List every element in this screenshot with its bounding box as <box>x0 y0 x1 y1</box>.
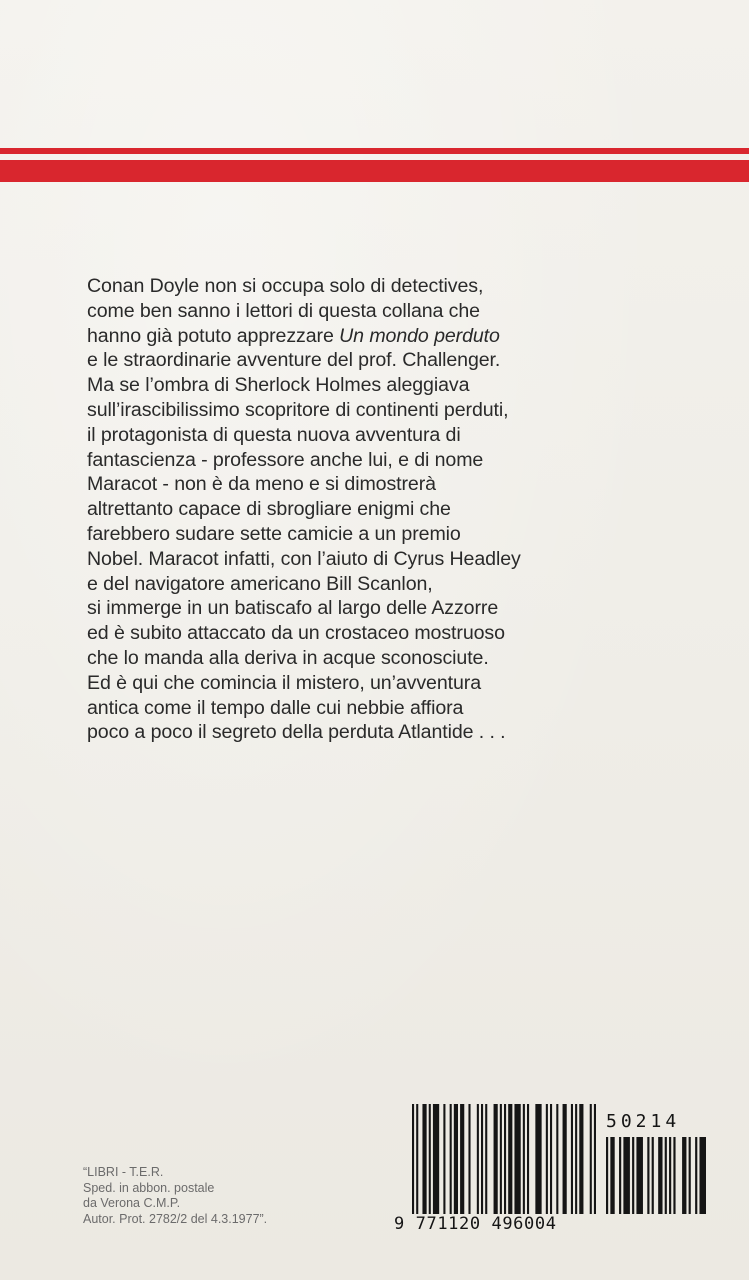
barcode-bar <box>546 1104 548 1214</box>
barcode-bar <box>550 1104 552 1214</box>
barcode-bar <box>422 1104 426 1214</box>
barcode-bar <box>508 1104 512 1214</box>
barcode-bar <box>665 1137 667 1214</box>
blurb-line: poco a poco il segreto della perduta Atlantide . . . <box>87 721 506 744</box>
barcode-bar <box>494 1104 498 1214</box>
blurb-line: Ed è qui che comincia il mistero, un’avventura <box>87 671 482 694</box>
barcode-bar <box>594 1104 596 1214</box>
barcode-bar <box>429 1104 431 1214</box>
blurb-line: sull’irascibilissimo scopritore di continenti perduti, <box>87 398 509 421</box>
blurb-line: e le straordinarie avventure del prof. Challenger. <box>87 349 501 372</box>
barcode-bar <box>443 1104 445 1214</box>
barcode-bar <box>535 1104 541 1214</box>
blurb-line: il protagonista di questa nuova avventura di <box>87 423 461 446</box>
barcode-bar <box>575 1104 577 1214</box>
barcode-bar <box>504 1104 506 1214</box>
barcode-bar <box>460 1104 464 1214</box>
imprint-line: Autor. Prot. 2782/2 del 4.3.1977”. <box>83 1211 268 1226</box>
barcode-bar <box>481 1104 483 1214</box>
barcode-bar <box>523 1104 525 1214</box>
barcode-bar <box>689 1137 691 1214</box>
barcode-bar <box>669 1137 671 1214</box>
barcode-bar <box>695 1137 697 1214</box>
barcode-bar <box>485 1104 487 1214</box>
barcode-bar <box>416 1104 418 1214</box>
barcode-bar <box>579 1104 583 1214</box>
barcode-bar <box>514 1104 520 1214</box>
barcode-bar <box>623 1137 630 1214</box>
blurb-line: e del navigatore americano Bill Scanlon, <box>87 572 433 595</box>
blurb-line: fantascienza - professore anche lui, e di nome <box>87 448 484 471</box>
red-stripe-thick <box>0 160 749 182</box>
barcode-bar <box>682 1137 686 1214</box>
blurb-line-text: hanno già potuto apprezzare <box>87 324 340 347</box>
blurb-line: si immerge in un batiscafo al largo delle Azzorre <box>87 597 499 620</box>
blurb-line: farebbero sudare sette camicie a un premio <box>87 522 461 545</box>
barcode-bar <box>556 1104 558 1214</box>
imprint-line: da Verona C.M.P. <box>83 1196 181 1211</box>
barcode-bar <box>477 1104 479 1214</box>
barcode-bar <box>699 1137 706 1214</box>
barcode-bar <box>606 1137 608 1214</box>
ean-number: 9 771120 496004 <box>394 1214 557 1234</box>
blurb-line <box>87 324 727 349</box>
barcode-bar <box>673 1137 675 1214</box>
blurb-line: altrettanto capace di sbrogliare enigmi che <box>87 498 451 521</box>
postal-imprint <box>83 1165 383 1227</box>
blurb-line: che lo manda alla deriva in acque sconosciute. <box>87 646 489 669</box>
addon-number: 50214 <box>606 1111 681 1132</box>
imprint-line: “LIBRI - T.E.R. <box>83 1165 164 1179</box>
imprint-line: Sped. in abbon. postale <box>83 1180 215 1195</box>
barcode-bar <box>563 1104 567 1214</box>
barcode-bar <box>500 1104 502 1214</box>
barcode-bar <box>658 1137 662 1214</box>
blurb-line: Nobel. Maracot infatti, con l’aiuto di Cyrus Headley <box>87 547 521 570</box>
ean-barcode-bars <box>412 1104 596 1214</box>
barcode-bar <box>619 1137 621 1214</box>
barcode-bar <box>652 1137 654 1214</box>
blurb-line: antica come il tempo dalle cui nebbie affiora <box>87 696 464 719</box>
barcode-bar <box>468 1104 470 1214</box>
blurb-line: Conan Doyle non si occupa solo di detectives, <box>87 275 484 297</box>
red-stripe-thin <box>0 148 749 154</box>
barcode-bar <box>433 1104 439 1214</box>
barcode-bar <box>412 1104 414 1214</box>
blurb-text <box>87 274 727 745</box>
barcode-bar <box>454 1104 458 1214</box>
blurb-line: Maracot - non è da meno e si dimostrerà <box>87 473 436 496</box>
barcode-bar <box>610 1137 614 1214</box>
barcode-bar <box>647 1137 649 1214</box>
barcode-bar <box>632 1137 634 1214</box>
barcode <box>394 1104 724 1244</box>
barcode-bar <box>571 1104 573 1214</box>
book-title-italic: Un mondo perduto <box>339 324 500 347</box>
barcode-bar <box>590 1104 592 1214</box>
barcode-bar <box>527 1104 529 1214</box>
addon-barcode-bars <box>606 1137 706 1214</box>
blurb-line: ed è subito attaccato da un crostaceo mostruoso <box>87 622 505 645</box>
barcode-bar <box>450 1104 452 1214</box>
barcode-bar <box>636 1137 643 1214</box>
blurb-line: Ma se l’ombra di Sherlock Holmes aleggiava <box>87 374 470 397</box>
blurb-line: come ben sanno i lettori di questa collana che <box>87 299 480 322</box>
